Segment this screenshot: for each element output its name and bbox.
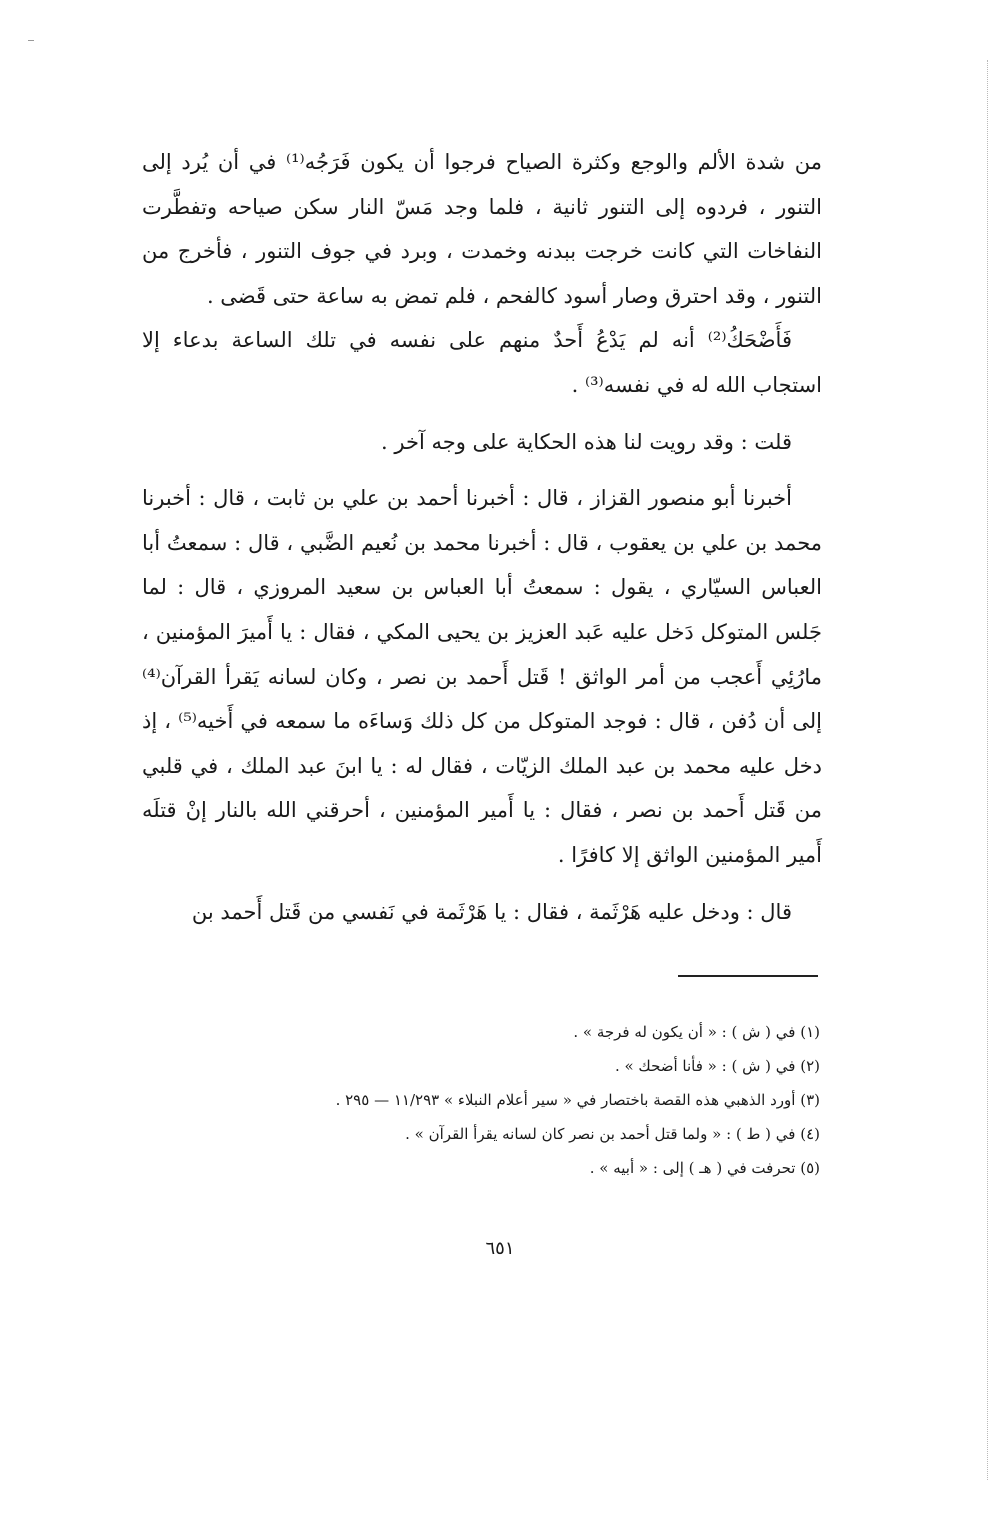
paragraph-2: فَأَضْحَكُ⁽²⁾ أنه لم يَدْعُ أَحدٌ منهم على نفسه في تلك الساعة بدعاء إلا استجاب الله له في نفسه⁽³⁾ .: [142, 328, 822, 397]
scan-edge-dots: [987, 60, 988, 1480]
scan-mark: [28, 40, 34, 41]
page-number: ٦٥١: [485, 1238, 515, 1259]
main-text: [142, 140, 822, 934]
paragraph-3: قلت : وقد رويت لنا هذه الحكاية على وجه آخر .: [381, 429, 792, 454]
footnotes: [200, 1015, 820, 1185]
footnote-2: (٢) في ( ش ) : « فأنا أضحك » .: [614, 1057, 820, 1075]
footnote-1: (١) في ( ش ) : « أن يكون له فرجة » .: [573, 1023, 820, 1041]
footnote-separator: [678, 975, 818, 977]
footnote-5: (٥) تحرفت في ( هـ ) إلى : « أبيه » .: [589, 1159, 820, 1177]
paragraph-5: قال : ودخل عليه هَرْثَمة ، فقال : يا هَرْثَمة في نَفسي من قَتل أَحمد بن: [191, 899, 792, 924]
paragraph-4: أخبرنا أبو منصور القزاز ، قال : أخبرنا أحمد بن علي بن ثابت ، قال : أخبرنا محمد بن علي بن يعقوب ، قال : أخبرنا محمد بن نُعيم الضَّبي ، قال : سمعتُ أبا العباس السيّاري ، يقول : سمعتُ أبا العباس بن سعيد المروزي ، قال : لما جَلس المتوكل دَخل عليه عَبد العزيز بن يحيى المكي ، فقال : يا أَميرَ المؤمنين ، مارُئِي أَعجب من أمر الواثق ! قَتل أَحمد بن نصر ، وكان لسانه يَقرأ القرآن⁽⁴⁾ إلى أن دُفن ، قال : فوجد المتوكل من كل ذلك وَساءَه ما سمعه في أَخيه⁽⁵⁾ ، إذ دخل عليه محمد بن عبد الملك الزيّات ، فقال له : يا ابنَ عبد الملك ، في قلبي من قَتل أَحمد بن نصر ، فقال : يا أَمير المؤمنين ، أحرقني الله بالنار إنْ قتلَه أَمير المؤمنين الواثق إلا كافرًا .: [142, 486, 822, 867]
footnote-4: (٤) في ( ط ) : « ولما قتل أحمد بن نصر كان لسانه يقرأ القرآن » .: [405, 1125, 820, 1143]
footnote-3: (٣) أورد الذهبي هذه القصة باختصار في « سير أعلام النبلاء » ١١/٢٩٣ — ٢٩٥ .: [335, 1091, 820, 1109]
paragraph-1: من شدة الألم والوجع وكثرة الصياح فرجوا أن يكون فَرَجُه⁽¹⁾ في أن يُرد إلى التنور ، فردوه إلى التنور ثانية ، فلما وجد مَسّ النار سكن صياحه وتفطَّرت النفاخات التي كانت خرجت ببدنه وخمدت ، وبرد في جوف التنور ، فأخرج من التنور ، وقد احترق وصار أسود كالفحم ، فلم تمض به ساعة حتى قَضى .: [142, 150, 822, 308]
